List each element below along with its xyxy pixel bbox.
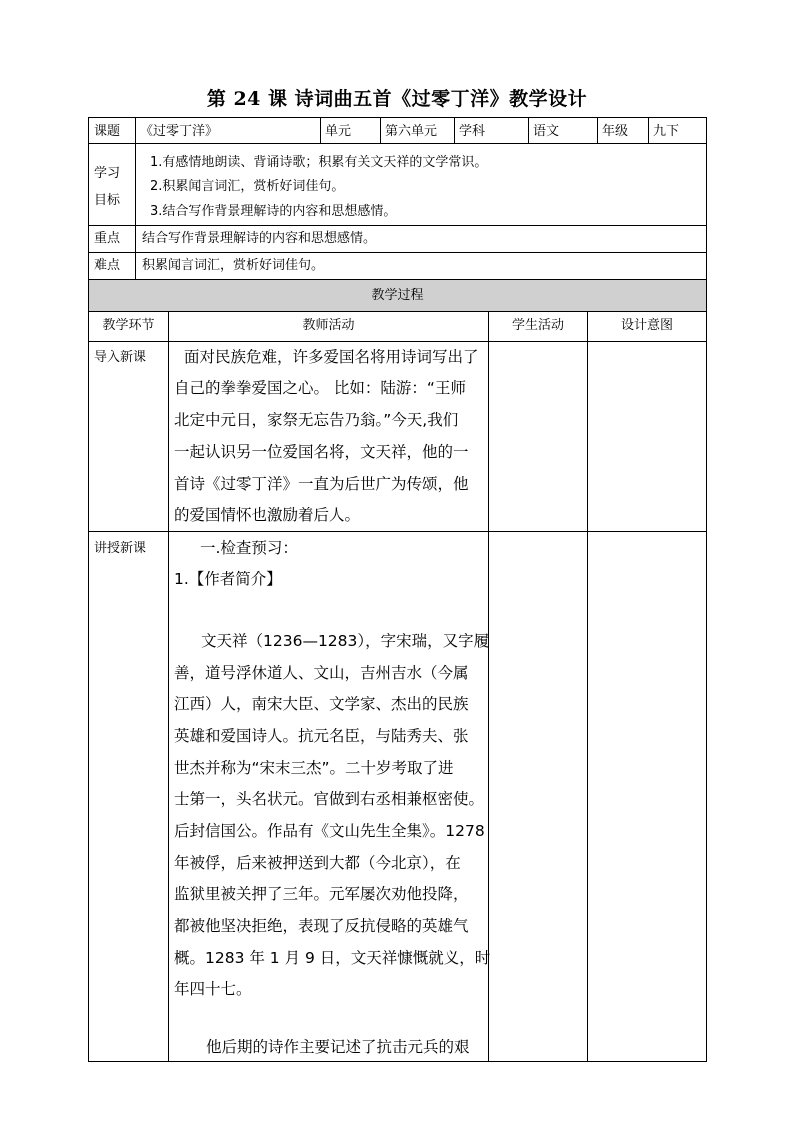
column-header-student: 学生活动 — [511, 318, 564, 333]
bio-line: 英雄和爱国诗人。抗元名臣，与陆秀夫、张 — [174, 727, 469, 745]
difficulty-text: 积累闻言词汇，赏析好词佳句。 — [142, 258, 325, 273]
bio-line: 世杰并称为“宋末三杰”。二十岁考取了进 — [174, 759, 454, 777]
intro-line: 自己的拳拳爱国之心。 比如：陆游：“王师 — [174, 379, 466, 397]
bio-line: 文天祥（1236—1283），字宋瑞，又字履 — [201, 632, 490, 650]
key-point-text: 结合写作背景理解诗的内容和思想感情。 — [142, 231, 377, 246]
column-header-stage: 教学环节 — [102, 318, 155, 333]
intro-line: 首诗《过零丁洋》一直为后世广为传颂，他 — [174, 475, 469, 493]
bio-line: 年被俘，后来被押送到大都（今北京），在 — [174, 854, 461, 872]
intro-line: 北定中元日，家祭无忘告乃翁。”今天,我们 — [174, 411, 459, 429]
lecture-continuation: 他后期的诗作主要记述了抗击元兵的艰 — [206, 1038, 470, 1056]
topic-label: 课题 — [94, 124, 121, 139]
bio-line: 士第一，头名状元。官做到右丞相兼枢密使。 — [174, 790, 485, 808]
page-title: 第 24 课 诗词曲五首《过零丁洋》教学设计 — [206, 88, 588, 110]
subject-label: 学科 — [459, 124, 486, 139]
column-header-design: 设计意图 — [620, 318, 673, 333]
bio-line: 概。1283 年 1 月 9 日，文天祥慷慨就义，时 — [174, 949, 491, 967]
stage-lecture: 讲授新课 — [94, 541, 147, 556]
bio-line: 年四十七。 — [174, 980, 252, 998]
bio-line: 监狱里被关押了三年。元军屡次劝他投降， — [174, 885, 469, 903]
intro-line: 面对民族危难，许多爱国名将用诗词写出了 — [184, 348, 479, 366]
key-point-label: 重点 — [94, 231, 121, 246]
unit-value: 第六单元 — [385, 124, 438, 139]
grade-value: 九下 — [653, 124, 680, 139]
unit-label: 单元 — [325, 124, 352, 139]
bio-line: 都被他坚决拒绝，表现了反抗侵略的英雄气 — [174, 917, 469, 935]
column-header-teacher: 教师活动 — [302, 318, 355, 333]
goals-label-line1: 学习 — [94, 166, 121, 181]
goal-item: 3.结合写作背景理解诗的内容和思想感情。 — [150, 204, 397, 219]
intro-line: 一起认识另一位爱国名将，文天祥，他的一 — [174, 443, 469, 461]
lecture-heading: 一.检查预习： — [200, 539, 298, 557]
bio-line: 江西）人，南宋大臣、文学家、杰出的民族 — [174, 695, 469, 713]
subject-value: 语文 — [533, 124, 560, 139]
goal-item: 1.有感情地朗读、背诵诗歌；积累有关文天祥的文学常识。 — [150, 155, 488, 170]
difficulty-label: 难点 — [94, 258, 121, 273]
process-heading: 教学过程 — [371, 288, 424, 303]
bio-line: 后封信国公。作品有《文山先生全集》。1278 — [174, 822, 485, 840]
bio-line: 善，道号浮休道人、文山，吉州吉水（今属 — [174, 664, 469, 682]
grade-label: 年级 — [602, 124, 629, 139]
intro-line: 的爱国情怀也激励着后人。 — [174, 506, 361, 524]
stage-intro: 导入新课 — [94, 350, 147, 365]
topic-value: 《过零丁洋》 — [140, 124, 219, 139]
lecture-subheading: 1.【作者简介】 — [174, 570, 282, 588]
goal-item: 2.积累闻言词汇，赏析好词佳句。 — [150, 179, 345, 194]
goals-label-line2: 目标 — [94, 193, 121, 208]
